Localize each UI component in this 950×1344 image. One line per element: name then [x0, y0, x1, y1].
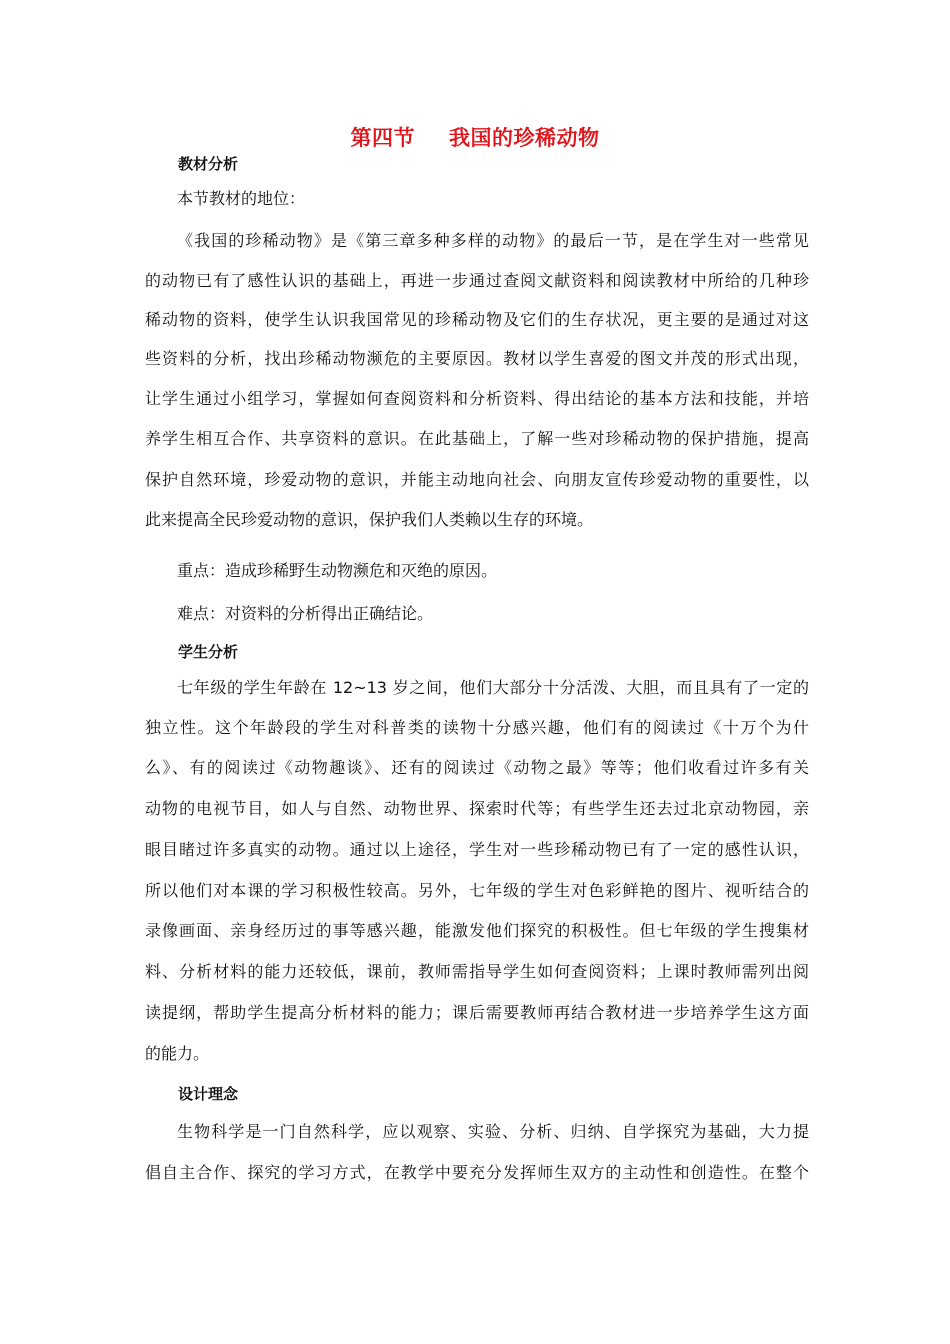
difficulty: 难点：对资料的分析得出正确结论。 [177, 604, 434, 623]
page-title [0, 122, 950, 152]
student-line-3: 么》、有的阅读过《动物趣谈》、还有的阅读过《动物之最》等等；他们收看过许多有关 [145, 758, 809, 777]
student-line-7: 录像画面、亲身经历过的事等感兴趣，能激发他们探究的积极性。但七年级的学生搜集材 [145, 921, 809, 940]
position-label: 本节教材的地位： [177, 189, 306, 208]
key-point: 重点：造成珍稀野生动物濒危和灭绝的原因。 [177, 561, 498, 580]
student-line-5: 眼目睹过许多真实的动物。通过以上途径，学生对一些珍稀动物已有了一定的感性认识， [145, 840, 809, 859]
student-line-2: 独立性。这个年龄段的学生对科普类的读物十分感兴趣，他们有的阅读过《十万个为什 [145, 718, 809, 737]
textbook-line-6: 养学生相互合作、共享资料的意识。在此基础上，了解一些对珍稀动物的保护措施，提高 [145, 429, 809, 448]
heading-textbook-analysis: 教材分析 [178, 155, 239, 173]
student-line-8: 料、分析材料的能力还较低，课前，教师需指导学生如何查阅资料；上课时教师需列出阅 [145, 962, 809, 981]
textbook-line-3: 稀动物的资料，使学生认识我国常见的珍稀动物及它们的生存状况，更主要的是通过对这 [145, 310, 809, 329]
heading-design-concept: 设计理念 [178, 1085, 239, 1103]
textbook-line-8: 此来提高全民珍爱动物的意识，保护我们人类赖以生存的环境。 [145, 510, 594, 529]
student-line-1: 七年级的学生年龄在 12~13 岁之间，他们大部分十分活泼、大胆，而且具有了一定的 [177, 678, 809, 697]
heading-student-analysis: 学生分析 [178, 643, 239, 661]
student-line-10: 的能力。 [145, 1044, 210, 1063]
student-line-9: 读提纲，帮助学生提高分析材料的能力；课后需要教师再结合教材进一步培养学生这方面 [145, 1003, 809, 1022]
textbook-line-2: 的动物已有了感性认识的基础上，再进一步通过查阅文献资料和阅读教材中所给的几种珍 [145, 271, 809, 290]
textbook-line-4: 些资料的分析，找出珍稀动物濒危的主要原因。教材以学生喜爱的图文并茂的形式出现， [145, 349, 809, 368]
section-number: 第四节 [350, 126, 415, 150]
section-name: 我国的珍稀动物 [449, 126, 600, 150]
textbook-line-7: 保护自然环境，珍爱动物的意识，并能主动地向社会、向朋友宣传珍爱动物的重要性，以 [145, 470, 809, 489]
design-line-2: 倡自主合作、探究的学习方式，在教学中要充分发挥师生双方的主动性和创造性。在整个 [145, 1163, 809, 1182]
student-line-4: 动物的电视节目，如人与自然、动物世界、探索时代等；有些学生还去过北京动物园，亲 [145, 799, 809, 818]
textbook-line-1: 《我国的珍稀动物》是《第三章多种多样的动物》的最后一节，是在学生对一些常见 [177, 231, 809, 250]
student-line-6: 所以他们对本课的学习积极性较高。另外，七年级的学生对色彩鲜艳的图片、视听结合的 [145, 881, 809, 900]
design-line-1: 生物科学是一门自然科学，应以观察、实验、分析、归纳、自学探究为基础，大力提 [177, 1122, 809, 1141]
textbook-line-5: 让学生通过小组学习，掌握如何查阅资料和分析资料、得出结论的基本方法和技能，并培 [145, 389, 809, 408]
